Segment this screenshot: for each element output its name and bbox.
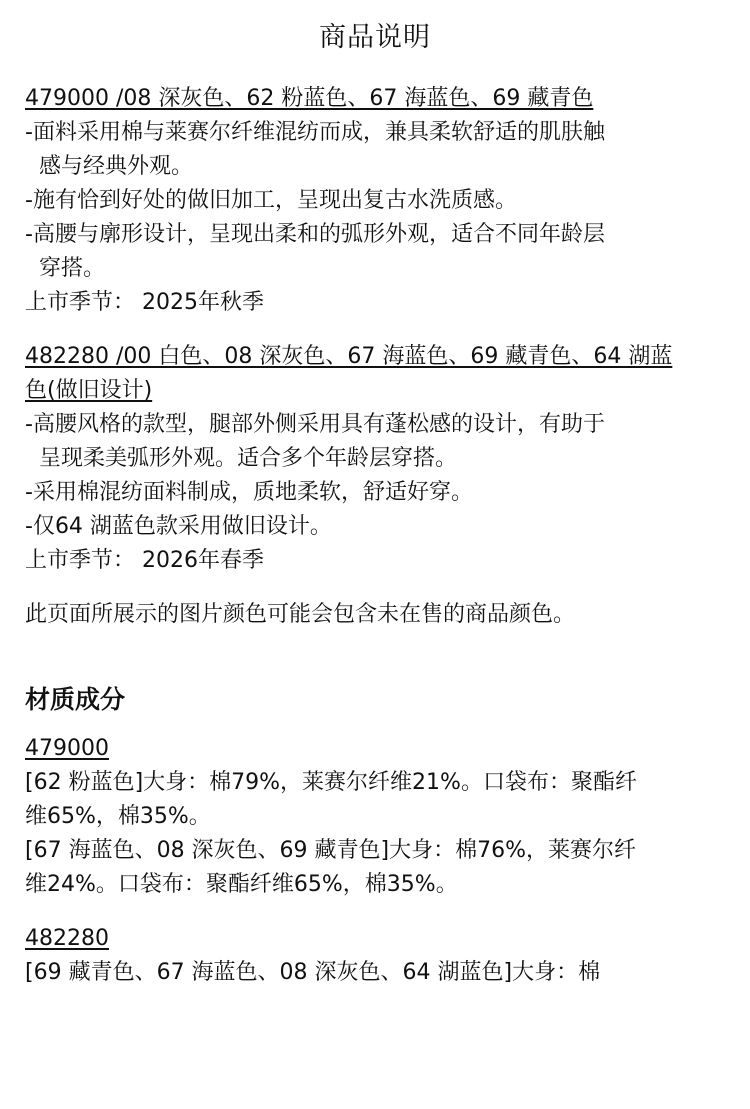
material-item-482280 bbox=[25, 922, 730, 990]
material-item-479000 bbox=[25, 732, 730, 902]
material-heading: 材质成分 bbox=[25, 685, 126, 714]
product-code-line: 479000 /08 深灰色、62 粉蓝色、67 海蓝色、69 藏青色 bbox=[25, 86, 594, 111]
material-line: 维65%，棉35%。 bbox=[25, 804, 211, 829]
feature-line: 呈现柔美弧形外观。适合多个年龄层穿搭。 bbox=[39, 446, 458, 471]
color-disclaimer: 此页面所展示的图片颜色可能会包含未在售的商品颜色。 bbox=[25, 602, 576, 627]
material-line: 维24%。口袋布：聚酯纤维65%，棉35%。 bbox=[25, 872, 458, 897]
feature-line: -面料采用棉与莱赛尔纤维混纺而成，兼具柔软舒适的肌肤触 bbox=[25, 120, 605, 145]
product-description bbox=[25, 82, 730, 990]
material-code: 482280 bbox=[25, 926, 109, 951]
product-block-479000 bbox=[25, 82, 730, 320]
material-code: 479000 bbox=[25, 736, 109, 761]
feature-line: -仅64 湖蓝色款采用做旧设计。 bbox=[25, 514, 332, 539]
product-code-line: 色(做旧设计) bbox=[25, 378, 153, 403]
season-line: 上市季节： 2026年春季 bbox=[25, 548, 264, 573]
feature-line: -采用棉混纺面料制成，质地柔软，舒适好穿。 bbox=[25, 480, 473, 505]
feature-line: -施有恰到好处的做旧加工，呈现出复古水洗质感。 bbox=[25, 188, 517, 213]
feature-line: 穿搭。 bbox=[39, 256, 106, 281]
material-line: [62 粉蓝色]大身：棉79%，莱赛尔纤维21%。口袋布：聚酯纤 bbox=[25, 770, 637, 795]
material-line: [67 海蓝色、08 深灰色、69 藏青色]大身：棉76%，莱赛尔纤 bbox=[25, 838, 637, 863]
feature-line: -高腰风格的款型，腿部外侧采用具有蓬松感的设计，有助于 bbox=[25, 412, 605, 437]
feature-line: -高腰与廓形设计，呈现出柔和的弧形外观，适合不同年龄层 bbox=[25, 222, 605, 247]
material-line: [69 藏青色、67 海蓝色、08 深灰色、64 湖蓝色]大身：棉 bbox=[25, 960, 601, 985]
product-block-482280 bbox=[25, 340, 730, 578]
feature-line: 感与经典外观。 bbox=[39, 154, 194, 179]
season-line: 上市季节： 2025年秋季 bbox=[25, 290, 264, 315]
page-title: 商品说明 bbox=[319, 22, 431, 53]
product-code-line: 482280 /00 白色、08 深灰色、67 海蓝色、69 藏青色、64 湖蓝 bbox=[25, 344, 673, 369]
